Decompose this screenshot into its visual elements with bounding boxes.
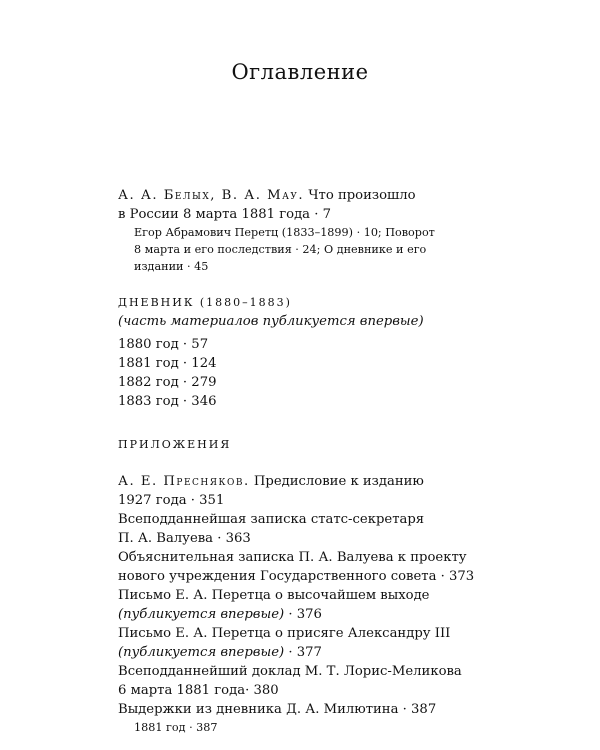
appendix-entry-4-note: (публикуется впервые) [118,607,285,622]
intro-sub-line-2: 8 марта и его последствия · 24; О дневнике и его [134,243,427,256]
intro-sub-line-3: издании · 45 [134,260,209,273]
page-title: Оглавление [231,60,369,84]
diary-heading: ДНЕВНИК (1880–1883) [118,296,292,309]
appendix-heading: ПРИЛОЖЕНИЯ [118,438,232,451]
diary-years-list [118,335,538,411]
appendix-entry-1-line-2: 1927 года · 351 [118,493,225,508]
toc-section-diary [118,293,538,411]
appendix-entry-7-line-1: Выдержки из дневника Д. А. Милютина · 387 [118,702,437,717]
appendix-entry-5-note: (публикуется впервые) [118,645,285,660]
appendix-entry-5-line-1: Письмо Е. А. Перетца о присяге Александру III [118,626,451,641]
appendix-entry-1-line-1 [118,472,538,491]
diary-year-1882: 1882 год · 279 [118,375,217,390]
appendix-entry-7-sub: 1881 год · 387 [134,721,218,734]
intro-authors: А. А. Белых, В. А. Мау. [118,188,305,203]
appendix-entry-3-line-1: Объяснительная записка П. А. Валуева к проекту [118,550,467,565]
appendix-entry-6-line-2: 6 марта 1881 года· 380 [118,683,279,698]
toc-section-appendix [118,435,538,736]
table-of-contents [118,186,538,736]
intro-title: Что произошло [308,188,416,203]
appendix-entry-4-page: · 376 [284,607,322,622]
appendix-entry-2-line-2: П. А. Валуева · 363 [118,531,251,546]
appendix-entry-4-line-1: Письмо Е. А. Перетца о высочайшем выходе [118,588,430,603]
intro-title-line-1 [118,186,538,205]
toc-entry-intro [118,186,538,275]
diary-year-1881: 1881 год · 124 [118,356,217,371]
appendix-entry-3-line-2: нового учреждения Государственного совета · 373 [118,569,475,584]
intro-sub-line-1: Егор Абрамович Перетц (1833–1899) · 10; Поворот [134,226,435,239]
diary-year-1880: 1880 год · 57 [118,337,209,352]
appendix-entry-2-line-1: Всеподданнейшая записка статс-секретаря [118,512,425,527]
appendix-entry-4-line-2 [118,605,538,624]
appendix-entry-6-line-1: Всеподданнейший доклад М. Т. Лорис-Меликова [118,664,462,679]
diary-year-1883: 1883 год · 346 [118,394,217,409]
intro-title-line-2: в России 8 марта 1881 года · 7 [118,207,332,222]
appendix-entry-1-title: Предисловие к изданию [253,474,424,489]
appendix-entry-5-line-2 [118,643,538,662]
appendix-entry-1-author: А. Е. Пресняков. [118,474,250,489]
appendix-entry-5-page: · 377 [284,645,322,660]
diary-note: (часть материалов публикуется впервые) [118,314,424,329]
